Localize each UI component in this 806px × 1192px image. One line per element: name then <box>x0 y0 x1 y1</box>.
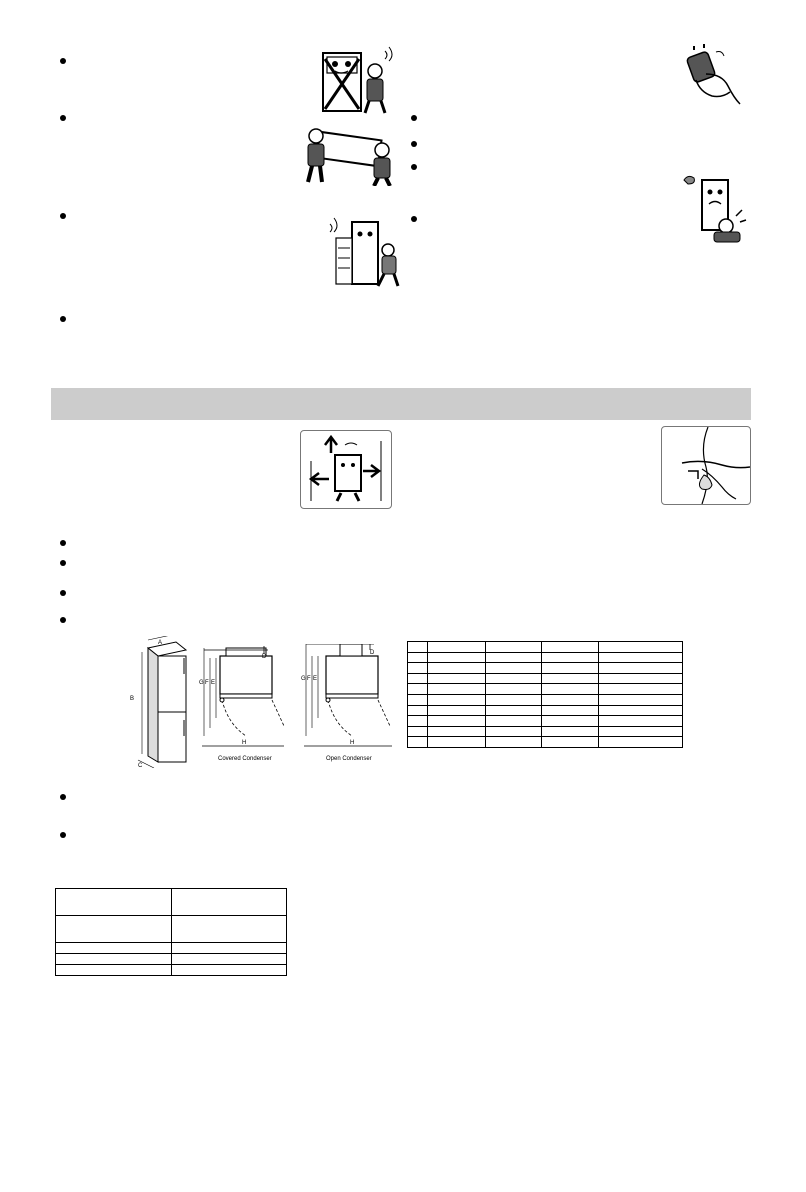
child-safety-illustration <box>326 214 404 290</box>
bullet-point <box>60 794 66 800</box>
dimension-letter-c: C <box>138 763 143 768</box>
dimension-letter-e: E <box>313 676 318 682</box>
section-header-bar <box>51 388 751 420</box>
bullet-point <box>411 164 417 170</box>
bullet-point <box>60 617 66 623</box>
table-row <box>56 954 287 965</box>
table-row <box>408 716 683 727</box>
open-condenser-diagram <box>300 644 400 766</box>
dimension-letter-d: D <box>370 650 375 656</box>
table-row <box>408 673 683 684</box>
table-row <box>408 652 683 663</box>
bullet-point <box>60 213 66 219</box>
bullet-point <box>60 58 66 64</box>
table-row <box>408 663 683 674</box>
bullet-point <box>60 115 66 121</box>
table-row <box>408 705 683 716</box>
bullet-point <box>60 832 66 838</box>
covered-condenser-caption: Covered Condenser <box>218 756 272 762</box>
table-row <box>408 642 683 653</box>
table-row <box>56 889 287 916</box>
dimension-letter-f: F <box>307 676 311 682</box>
dimension-letter-e: E <box>211 680 216 686</box>
damaged-fridge-illustration <box>680 172 748 246</box>
bullet-point <box>60 560 66 566</box>
dimension-letter-h: H <box>350 740 355 746</box>
no-tipping-illustration <box>315 45 393 117</box>
covered-condenser-diagram <box>198 644 290 766</box>
table-row <box>56 943 287 954</box>
clearance-illustration-frame <box>300 430 392 509</box>
table-row <box>56 965 287 976</box>
dimension-table <box>407 641 683 748</box>
table-row <box>408 694 683 705</box>
carrying-illustration <box>300 126 396 186</box>
dimension-letter-b: B <box>130 696 135 702</box>
dimension-letter-d: D <box>262 654 267 660</box>
fridge-dimension-diagram <box>128 636 194 768</box>
bullet-point <box>60 316 66 322</box>
clearance-illustration <box>301 431 391 508</box>
plug-hand-illustration <box>676 44 742 106</box>
bullet-point <box>60 590 66 596</box>
dimension-letter-g: G <box>301 676 306 682</box>
bullet-point <box>411 216 417 222</box>
dimension-letter-f: F <box>205 680 209 686</box>
climate-class-table <box>55 888 287 976</box>
table-row <box>408 726 683 737</box>
leveling-illustration <box>662 427 750 504</box>
dimension-letter-a: A <box>158 640 163 646</box>
table-row <box>408 737 683 748</box>
leveling-illustration-frame <box>661 426 751 505</box>
table-row <box>56 916 287 943</box>
dimension-letter-g: G <box>199 680 204 686</box>
dimension-letter-h: H <box>242 740 247 746</box>
open-condenser-caption: Open Condenser <box>326 756 372 762</box>
bullet-point <box>411 141 417 147</box>
bullet-point <box>60 540 66 546</box>
table-row <box>408 684 683 695</box>
bullet-point <box>411 115 417 121</box>
